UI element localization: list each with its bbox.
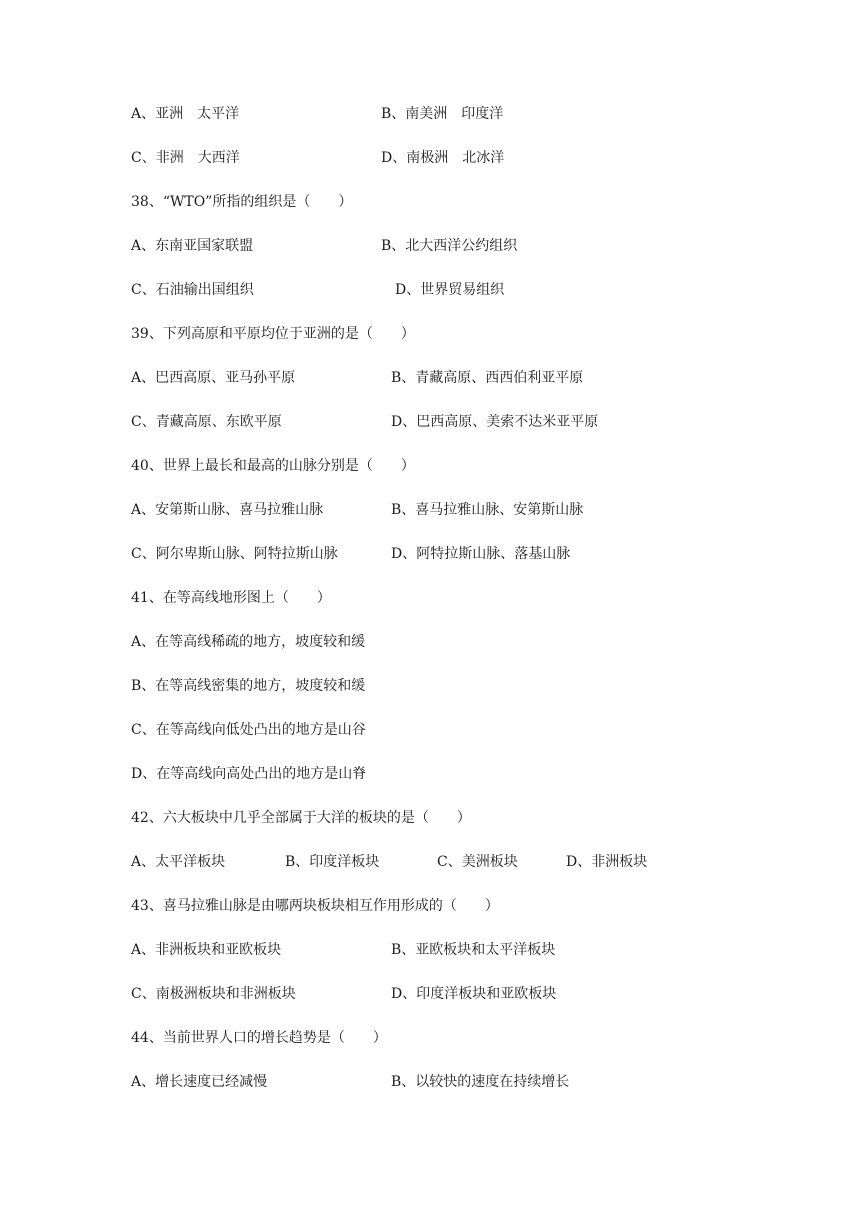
question-41-option-d [0, 762, 860, 786]
question-42-stem [0, 806, 860, 830]
question-40-options-row-1 [0, 498, 860, 522]
question-43-stem [0, 894, 860, 918]
option-a: A、增长速度已经减慢 [131, 1074, 268, 1090]
option-d: D、南极洲 北冰洋 [381, 150, 505, 166]
question-text: 42、六大板块中几乎全部属于大洋的板块的是（ ） [131, 810, 471, 826]
option-c: C、青藏高原、东欧平原 [131, 414, 282, 430]
question-43-options-row-2 [0, 982, 860, 1006]
option-b: B、南美洲 印度洋 [381, 106, 504, 122]
option-c: C、非洲 大西洋 [131, 150, 240, 166]
question-38-options-row-1 [0, 234, 860, 258]
question-44-options-row-1 [0, 1070, 860, 1094]
option-d: D、非洲板块 [566, 854, 648, 870]
question-42-options [0, 850, 860, 874]
question-38-stem [0, 190, 860, 214]
question-40-options-row-2 [0, 542, 860, 566]
question-text: 43、喜马拉雅山脉是由哪两块板块相互作用形成的（ ） [131, 898, 499, 914]
question-text: 41、在等高线地形图上（ ） [131, 590, 331, 606]
option-d: D、阿特拉斯山脉、落基山脉 [391, 546, 571, 562]
question-39-options-row-1 [0, 366, 860, 390]
question-41-option-c [0, 718, 860, 742]
option-d: D、在等高线向高处凸出的地方是山脊 [131, 766, 367, 782]
question-41-option-a [0, 630, 860, 654]
question-text: 38、“WTO”所指的组织是（ ） [131, 194, 353, 210]
question-37-options-row-2 [0, 146, 860, 170]
option-c: C、石油输出国组织 [131, 282, 254, 298]
option-d: D、印度洋板块和亚欧板块 [391, 986, 557, 1002]
option-b: B、印度洋板块 [285, 854, 380, 870]
option-b: B、北大西洋公约组织 [381, 238, 518, 254]
question-40-stem [0, 454, 860, 478]
question-37-options-row-1 [0, 102, 860, 126]
option-b: B、在等高线密集的地方，坡度较和缓 [131, 678, 366, 694]
option-a: A、东南亚国家联盟 [131, 238, 254, 254]
question-41-stem [0, 586, 860, 610]
option-c: C、美洲板块 [437, 854, 518, 870]
option-b: B、青藏高原、西西伯利亚平原 [391, 370, 584, 386]
option-a: A、非洲板块和亚欧板块 [131, 942, 282, 958]
question-38-options-row-2 [0, 278, 860, 302]
question-text: 44、当前世界人口的增长趋势是（ ） [131, 1030, 387, 1046]
option-c: C、在等高线向低处凸出的地方是山谷 [131, 722, 366, 738]
option-c: C、阿尔卑斯山脉、阿特拉斯山脉 [131, 546, 338, 562]
question-43-options-row-1 [0, 938, 860, 962]
option-a: A、亚洲 太平洋 [131, 106, 240, 122]
option-a: A、安第斯山脉、喜马拉雅山脉 [131, 502, 324, 518]
option-a: A、巴西高原、亚马孙平原 [131, 370, 296, 386]
option-d: D、巴西高原、美索不达米亚平原 [391, 414, 599, 430]
option-c: C、南极洲板块和非洲板块 [131, 986, 296, 1002]
question-41-option-b [0, 674, 860, 698]
option-b: B、以较快的速度在持续增长 [391, 1074, 570, 1090]
question-text: 40、世界上最长和最高的山脉分别是（ ） [131, 458, 415, 474]
question-44-stem [0, 1026, 860, 1050]
option-a: A、在等高线稀疏的地方，坡度较和缓 [131, 634, 366, 650]
option-a: A、太平洋板块 [131, 854, 226, 870]
option-b: B、亚欧板块和太平洋板块 [391, 942, 556, 958]
option-d: D、世界贸易组织 [395, 282, 505, 298]
question-39-options-row-2 [0, 410, 860, 434]
question-text: 39、下列高原和平原均位于亚洲的是（ ） [131, 326, 415, 342]
option-b: B、喜马拉雅山脉、安第斯山脉 [391, 502, 584, 518]
question-39-stem [0, 322, 860, 346]
